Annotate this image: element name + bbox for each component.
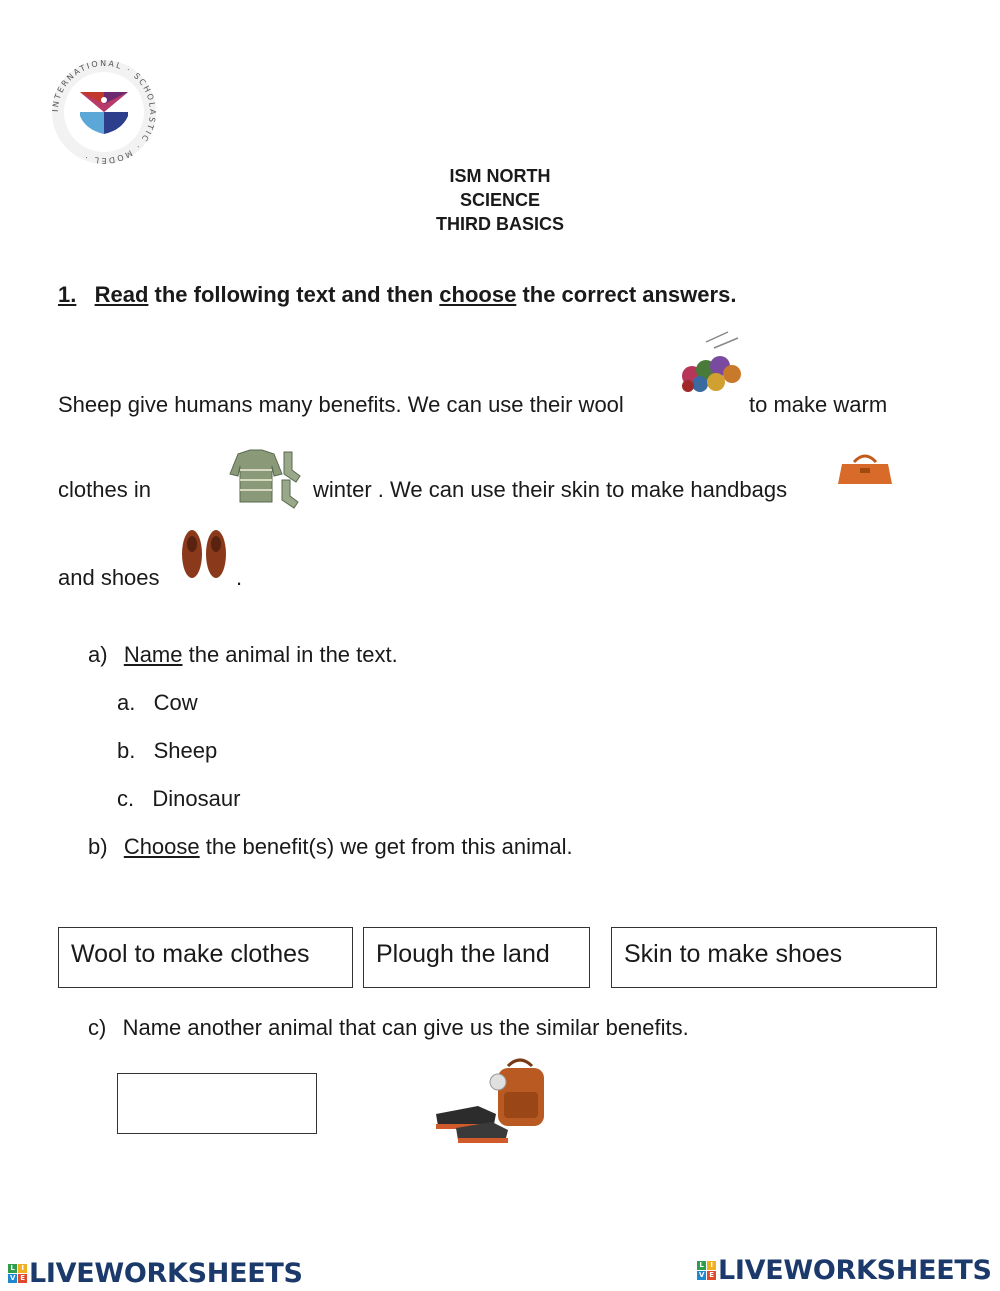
liveworksheets-logo-right [697, 1255, 992, 1286]
school-name: ISM NORTH [449, 166, 551, 186]
paragraph-line-2b: winter . We can use their skin to make handbags [313, 477, 788, 502]
part-b-label: b) [88, 834, 108, 859]
paragraph-line-2a: clothes in [58, 477, 151, 502]
backpack-shoes-icon [430, 1052, 566, 1156]
part-a-rest: the animal in the text. [182, 642, 398, 667]
option-text: Cow [153, 690, 198, 715]
choice-plough[interactable]: Plough the land [363, 927, 590, 988]
paragraph-line-1a: Sheep give humans many benefits. We can use their wool [58, 392, 624, 417]
part-a-question [88, 642, 398, 668]
handbag-icon [836, 450, 894, 490]
svg-text:INTERNATIONAL · SCHOLASTIC · M [51, 59, 157, 165]
verb-read: Read [94, 282, 149, 307]
question-1-title [58, 282, 736, 308]
choice-skin[interactable]: Skin to make shoes [611, 927, 937, 988]
option-letter: c. [117, 786, 135, 811]
brand-blocks-icon: L I V E [697, 1261, 716, 1280]
option-text: Sheep [153, 738, 218, 763]
part-c-question [88, 1015, 689, 1041]
verb-choose-b: Choose [123, 834, 200, 859]
verb-choose: choose [439, 282, 517, 307]
title-mid: the following text and then [148, 282, 440, 307]
option-c[interactable] [117, 786, 240, 812]
part-a-label: a) [88, 642, 108, 667]
school-logo [50, 58, 158, 166]
choice-wool[interactable]: Wool to make clothes [58, 927, 353, 988]
logo-ring-text: INTERNATIONAL · SCHOLASTIC · MODEL · [50, 58, 158, 166]
yarn-balls-icon [676, 330, 746, 394]
worksheet-header [0, 164, 1000, 236]
question-number: 1. [58, 282, 77, 307]
subject-name: SCIENCE [459, 190, 540, 210]
option-letter: a. [117, 690, 136, 715]
brand-blocks-icon: L I V E [8, 1264, 27, 1283]
title-end: the correct answers. [516, 282, 737, 307]
part-c-text: Name another animal that can give us the similar benefits. [122, 1015, 689, 1040]
animal-answer-field[interactable] [117, 1073, 317, 1134]
verb-name: Name [123, 642, 183, 667]
grade-name: THIRD BASICS [435, 214, 564, 234]
part-b-rest: the benefit(s) we get from this animal. [199, 834, 573, 859]
paragraph-line-3b: . [236, 565, 243, 590]
sweater-socks-icon [218, 440, 304, 510]
brand-text: LIVEWORKSHEETS [29, 1258, 303, 1289]
option-letter: b. [117, 738, 136, 763]
liveworksheets-logo-left [8, 1258, 303, 1289]
shoes-icon [178, 528, 230, 584]
paragraph-line-1b: to make warm [749, 392, 888, 417]
part-b-question [88, 834, 573, 860]
part-c-label: c) [88, 1015, 107, 1040]
brand-text: LIVEWORKSHEETS [718, 1255, 992, 1286]
option-a[interactable] [117, 690, 198, 716]
paragraph-line-3a: and shoes [58, 565, 160, 590]
option-text: Dinosaur [152, 786, 241, 811]
option-b[interactable] [117, 738, 217, 764]
